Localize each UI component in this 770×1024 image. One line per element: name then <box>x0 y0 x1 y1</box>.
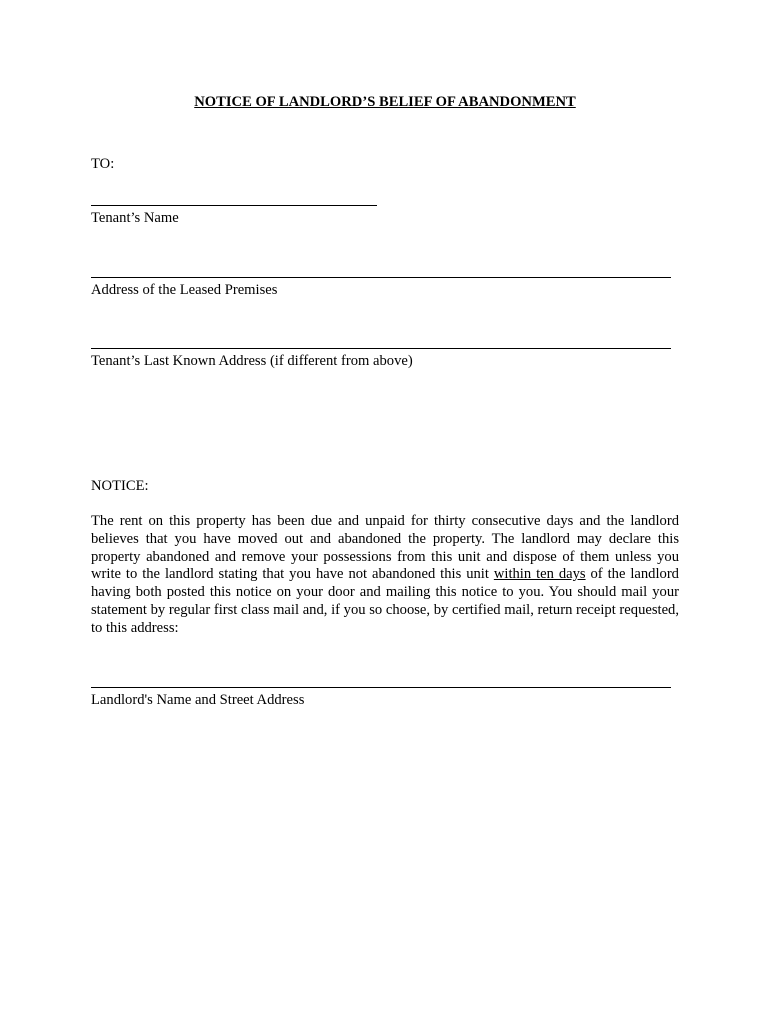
leased-premises-address-label: Address of the Leased Premises <box>91 282 278 298</box>
tenant-last-known-address-line[interactable] <box>91 348 671 349</box>
tenant-name-label: Tenant’s Name <box>91 210 179 226</box>
tenant-last-known-address-label: Tenant’s Last Known Address (if different from above) <box>91 353 413 369</box>
notice-body-emphasis: within ten days <box>493 566 586 583</box>
notice-label: NOTICE: <box>91 478 149 494</box>
notice-body-part2: of the landlord having both posted this notice on your door and mailing this notice to you. You should mail your statement by regular first class mail and, if you so choose, by certified mail, return receipt requested, to this address: <box>91 566 679 636</box>
landlord-name-address-label: Landlord's Name and Street Address <box>91 692 305 708</box>
leased-premises-address-line[interactable] <box>91 277 671 278</box>
landlord-name-address-line[interactable] <box>91 687 671 688</box>
to-label: TO: <box>91 156 115 172</box>
tenant-name-line[interactable] <box>91 205 377 206</box>
notice-body <box>91 513 679 638</box>
document-title: NOTICE OF LANDLORD’S BELIEF OF ABANDONMENT <box>194 94 576 110</box>
notice-body-part1: The rent on this property has been due and unpaid for thirty consecutive days and the landlord believes that you have moved out and abandoned the property. The landlord may declare this property abandoned and remove your possessions from this unit and dispose of them unless you write to the landlord stating that you have not abandoned this unit <box>91 513 679 583</box>
